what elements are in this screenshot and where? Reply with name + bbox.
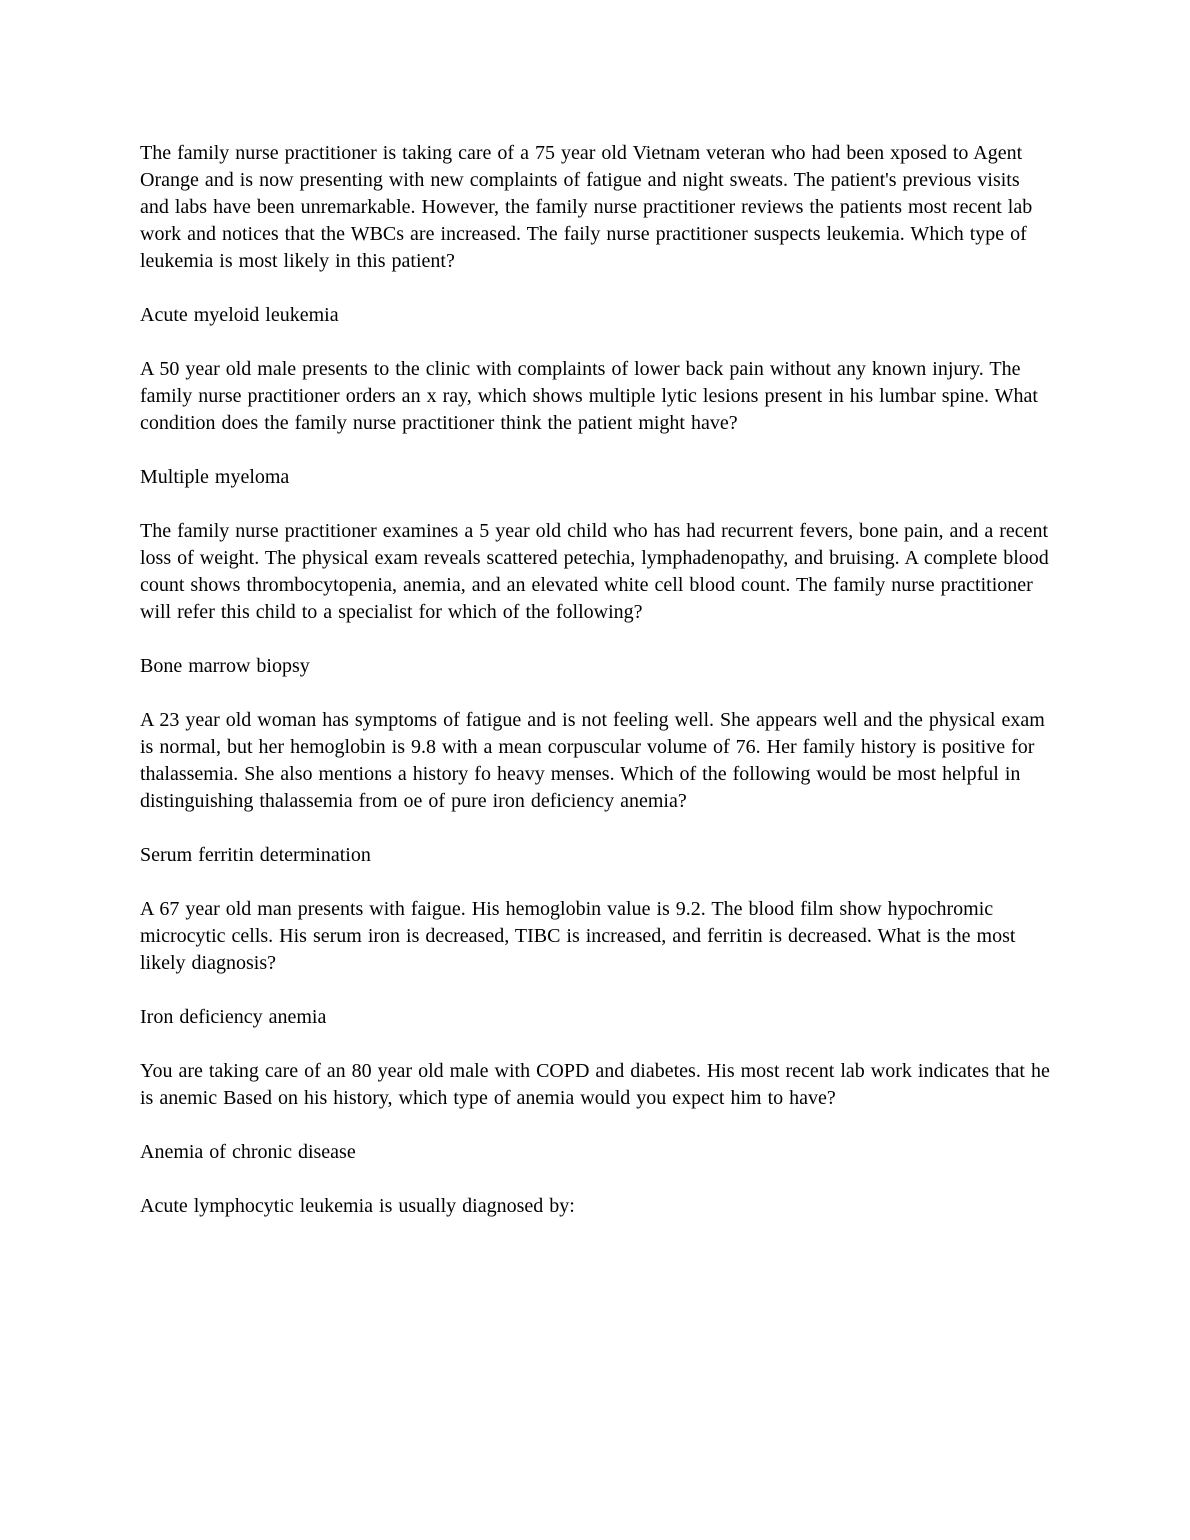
question-paragraph: A 67 year old man presents with faigue. His hemoglobin value is 9.2. The blood film show hypochromic microcytic cells. His serum iron is decreased, TIBC is increased, and ferritin is decreased. What is the most likely diagnosis? — [140, 898, 1016, 974]
question-paragraph: A 50 year old male presents to the clinic with complaints of lower back pain without any known injury. The family nurse practitioner orders an x ray, which shows multiple lytic lesions present in his lumbar spine. What condition does the family nurse practitioner think the patient might have? — [140, 358, 1038, 434]
question-paragraph: The family nurse practitioner is taking care of a 75 year old Vietnam veteran who had been xposed to Agent Orange and is now presenting with new complaints of fatigue and night sweats. The patient's previous visits and labs have been unremarkable. However, the family nurse practitioner reviews the patients most recent lab work and notices that the WBCs are increased. The faily nurse practitioner suspects leukemia. Which type of leukemia is most likely in this patient? — [140, 142, 1033, 272]
question-paragraph: A 23 year old woman has symptoms of fatigue and is not feeling well. She appears well and the physical exam is normal, but her hemoglobin is 9.8 with a mean corpuscular volume of 76. Her family history is positive for thalassemia. She also mentions a history fo heavy menses. Which of the following would be most helpful in distinguishing thalassemia from oe of pure iron deficiency anemia? — [140, 709, 1045, 812]
answer-line: Anemia of chronic disease — [140, 1141, 356, 1163]
question-paragraph: The family nurse practitioner examines a 5 year old child who has had recurrent fevers, bone pain, and a recent loss of weight. The physical exam reveals scattered petechia, lymphadenopathy, and bruising. A complete blood count shows thrombocytopenia, anemia, and an elevated white cell blood count. The family nurse practitioner will refer this child to a specialist for which of the following? — [140, 520, 1049, 623]
question-paragraph: Acute lymphocytic leukemia is usually diagnosed by: — [140, 1195, 575, 1217]
answer-line: Acute myeloid leukemia — [140, 304, 339, 326]
answer-line: Iron deficiency anemia — [140, 1006, 327, 1028]
answer-line: Serum ferritin determination — [140, 844, 371, 866]
answer-line: Bone marrow biopsy — [140, 655, 310, 677]
question-paragraph: You are taking care of an 80 year old male with COPD and diabetes. His most recent lab work indicates that he is anemic Based on his history, which type of anemia would you expect him to have? — [140, 1060, 1050, 1109]
answer-line: Multiple myeloma — [140, 466, 290, 488]
